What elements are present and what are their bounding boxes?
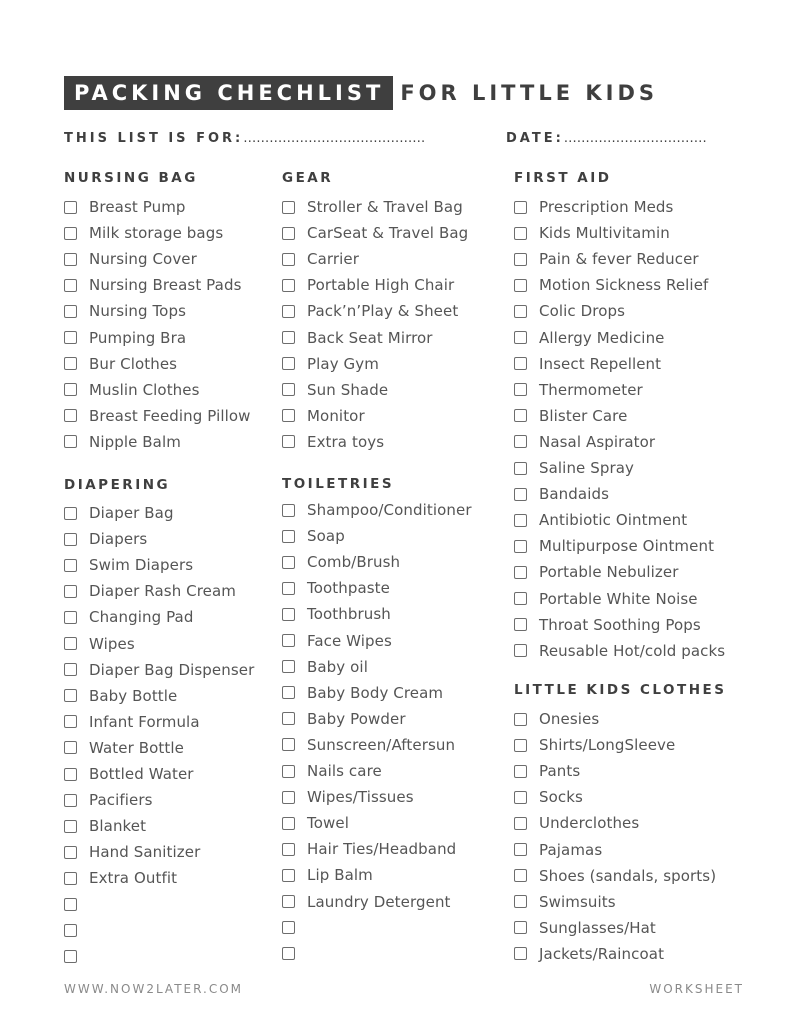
checklist-item-label: Baby oil bbox=[307, 657, 368, 676]
checkbox-icon[interactable] bbox=[282, 409, 295, 422]
checklist-item-label: Diaper Rash Cream bbox=[89, 582, 237, 601]
checkbox-icon[interactable] bbox=[64, 533, 77, 546]
checklist-item-label: Bottled Water bbox=[89, 765, 194, 783]
checklist-item-label: Stroller & Travel Bag bbox=[307, 198, 463, 216]
checklist-item[interactable] bbox=[282, 552, 400, 572]
checklist-item[interactable] bbox=[514, 432, 655, 452]
checkbox-icon[interactable] bbox=[514, 279, 527, 292]
checklist-item-label: Hair Ties/Headband bbox=[307, 840, 457, 859]
checklist-item[interactable] bbox=[282, 813, 349, 833]
checklist-item-label: Pack’n’Play & Sheet bbox=[307, 302, 459, 321]
checkbox-icon[interactable] bbox=[64, 872, 77, 885]
checklist-item[interactable] bbox=[64, 249, 197, 269]
checklist-item-label: Breast Pump bbox=[89, 198, 186, 216]
section-heading: LITTLE KIDS CLOTHES bbox=[514, 682, 727, 698]
checkbox-icon[interactable] bbox=[282, 435, 295, 448]
checklist-item-label: Blister Care bbox=[539, 406, 628, 425]
checkbox-icon[interactable] bbox=[282, 383, 295, 396]
footer-tag: WORKSHEET bbox=[649, 982, 744, 996]
checkbox-icon[interactable] bbox=[514, 540, 527, 553]
checkbox-icon[interactable] bbox=[282, 634, 295, 647]
checkbox-icon[interactable] bbox=[64, 924, 77, 937]
checklist-item[interactable] bbox=[282, 432, 384, 452]
checklist-item[interactable] bbox=[282, 197, 463, 217]
checkbox-icon[interactable] bbox=[514, 921, 527, 934]
checklist-item[interactable] bbox=[64, 529, 147, 549]
checklist-item-label: Blanket bbox=[89, 817, 147, 836]
checklist-item[interactable] bbox=[282, 275, 454, 295]
title-highlight: PACKING CHECHLIST bbox=[64, 76, 393, 110]
checklist-item[interactable] bbox=[282, 709, 406, 729]
checklist-item-label: Nursing Cover bbox=[89, 250, 197, 269]
checkbox-icon[interactable] bbox=[514, 201, 527, 214]
checkbox-icon[interactable] bbox=[64, 227, 77, 240]
checklist-item-label: Sunglasses/Hat bbox=[539, 918, 656, 937]
checklist-item[interactable] bbox=[282, 354, 379, 374]
date-label: DATE: bbox=[506, 131, 564, 146]
checklist-item[interactable] bbox=[514, 840, 602, 860]
checkbox-icon[interactable] bbox=[282, 608, 295, 621]
checklist-item[interactable] bbox=[64, 686, 177, 706]
checklist-item[interactable] bbox=[64, 503, 174, 523]
checkbox-icon[interactable] bbox=[282, 947, 295, 960]
checklist-item[interactable] bbox=[282, 578, 390, 598]
checkbox-icon[interactable] bbox=[282, 869, 295, 882]
checklist-item[interactable] bbox=[282, 761, 382, 781]
checkbox-icon[interactable] bbox=[282, 686, 295, 699]
checklist-item-label: Sunscreen/Aftersun bbox=[307, 735, 456, 754]
checkbox-icon[interactable] bbox=[282, 279, 295, 292]
checklist-item[interactable] bbox=[282, 787, 414, 807]
checklist-item-label: Muslin Clothes bbox=[89, 380, 200, 399]
checklist-item-label: Nipple Balm bbox=[89, 432, 181, 451]
checkbox-icon[interactable] bbox=[64, 331, 77, 344]
checklist-item[interactable] bbox=[64, 555, 193, 575]
checkbox-icon[interactable] bbox=[514, 357, 527, 370]
checkbox-icon[interactable] bbox=[64, 768, 77, 781]
checklist-item[interactable] bbox=[282, 735, 455, 755]
checklist-item-label: Shirts/LongSleeve bbox=[539, 736, 676, 755]
checklist-item-label: Swimsuits bbox=[539, 892, 616, 911]
checkbox-icon[interactable] bbox=[64, 637, 77, 650]
checkbox-icon[interactable] bbox=[64, 435, 77, 448]
checklist-item[interactable] bbox=[514, 301, 625, 321]
checkbox-icon[interactable] bbox=[64, 611, 77, 624]
checklist-item[interactable] bbox=[514, 510, 687, 530]
checklist-item[interactable] bbox=[514, 761, 580, 781]
checklist-item-label: Baby Powder bbox=[307, 709, 406, 728]
checkbox-icon[interactable] bbox=[514, 739, 527, 752]
checklist-item-label: Shampoo/Conditioner bbox=[307, 501, 472, 519]
checklist-item[interactable] bbox=[514, 328, 665, 348]
checklist-item[interactable] bbox=[64, 947, 89, 967]
checklist-item[interactable] bbox=[282, 406, 365, 426]
checkbox-icon[interactable] bbox=[64, 741, 77, 754]
checklist-item[interactable] bbox=[282, 526, 345, 546]
checklist-item[interactable] bbox=[64, 634, 135, 654]
checklist-item[interactable] bbox=[64, 660, 254, 680]
checkbox-icon[interactable] bbox=[282, 582, 295, 595]
checklist-item[interactable] bbox=[64, 895, 89, 915]
list-for-dots: …………………………………… bbox=[243, 131, 426, 146]
checklist-item-label: Nursing Breast Pads bbox=[89, 276, 242, 295]
checkbox-icon[interactable] bbox=[64, 201, 77, 214]
checklist-item[interactable] bbox=[64, 406, 251, 426]
checklist-item[interactable] bbox=[282, 865, 373, 885]
section-heading: GEAR bbox=[282, 170, 334, 186]
checkbox-icon[interactable] bbox=[64, 409, 77, 422]
checkbox-icon[interactable] bbox=[282, 331, 295, 344]
checklist-item[interactable] bbox=[514, 892, 616, 912]
checkbox-icon[interactable] bbox=[514, 618, 527, 631]
checkbox-icon[interactable] bbox=[64, 950, 77, 963]
checklist-item[interactable] bbox=[514, 589, 698, 609]
checklist-item[interactable] bbox=[514, 866, 716, 886]
checkbox-icon[interactable] bbox=[514, 947, 527, 960]
checklist-item[interactable] bbox=[282, 328, 433, 348]
checklist-item-label: Pacifiers bbox=[89, 791, 153, 810]
checklist-item-label: Pants bbox=[539, 762, 581, 781]
checklist-item-label: Portable White Noise bbox=[539, 589, 698, 608]
checklist-item-label: Kids Multivitamin bbox=[539, 224, 670, 243]
checklist-item[interactable] bbox=[64, 921, 89, 941]
checklist-item[interactable] bbox=[64, 868, 177, 888]
checkbox-icon[interactable] bbox=[64, 689, 77, 702]
section-heading: NURSING BAG bbox=[64, 170, 198, 186]
checklist-item-label: Milk storage bags bbox=[89, 224, 224, 243]
checklist-item-label: Pain & fever Reducer bbox=[539, 250, 699, 269]
checklist-item[interactable] bbox=[282, 918, 307, 938]
checklist-item[interactable] bbox=[514, 458, 634, 478]
checkbox-icon[interactable] bbox=[514, 713, 527, 726]
checklist-item[interactable] bbox=[514, 615, 701, 635]
checklist-item[interactable] bbox=[514, 536, 714, 556]
checklist-item[interactable] bbox=[64, 607, 193, 627]
checklist-item[interactable] bbox=[64, 581, 236, 601]
checklist-item[interactable] bbox=[282, 892, 451, 912]
checkbox-icon[interactable] bbox=[282, 357, 295, 370]
checkbox-icon[interactable] bbox=[282, 530, 295, 543]
checkbox-icon[interactable] bbox=[282, 504, 295, 517]
checklist-item[interactable] bbox=[514, 709, 599, 729]
checklist-item-label: Pajamas bbox=[539, 840, 603, 859]
checklist-item[interactable] bbox=[514, 944, 664, 964]
checklist-item[interactable] bbox=[64, 790, 153, 810]
checklist-item[interactable] bbox=[64, 842, 200, 862]
checklist-item-label: Diaper Bag bbox=[89, 504, 174, 522]
checkbox-icon[interactable] bbox=[282, 817, 295, 830]
checkbox-icon[interactable] bbox=[514, 253, 527, 266]
checklist-item[interactable] bbox=[64, 738, 184, 758]
checklist-item[interactable] bbox=[64, 380, 200, 400]
checklist-item-label: Laundry Detergent bbox=[307, 892, 451, 911]
checkbox-icon[interactable] bbox=[514, 765, 527, 778]
checkbox-icon[interactable] bbox=[64, 357, 77, 370]
checkbox-icon[interactable] bbox=[514, 409, 527, 422]
checklist-item[interactable] bbox=[514, 249, 699, 269]
checklist-item-label: Baby Bottle bbox=[89, 686, 178, 705]
checklist-item-label: Wipes bbox=[89, 634, 135, 653]
checklist-item-label: Back Seat Mirror bbox=[307, 328, 433, 347]
checklist-item[interactable] bbox=[514, 641, 725, 661]
checklist-item-label: Thermometer bbox=[539, 380, 643, 399]
checklist-item-label: Underclothes bbox=[539, 814, 640, 833]
checklist-item[interactable] bbox=[64, 712, 200, 732]
checklist-item[interactable] bbox=[514, 380, 643, 400]
checklist-item-label: Colic Drops bbox=[539, 302, 626, 321]
checklist-item[interactable] bbox=[514, 223, 670, 243]
checklist-item-label: Diapers bbox=[89, 530, 148, 549]
checklist-item[interactable] bbox=[64, 764, 194, 784]
section-heading: TOILETRIES bbox=[282, 476, 395, 492]
checkbox-icon[interactable] bbox=[514, 435, 527, 448]
checklist-item[interactable] bbox=[64, 354, 177, 374]
checklist-item-label: Allergy Medicine bbox=[539, 328, 665, 347]
checklist-item-label: Sun Shade bbox=[307, 380, 389, 399]
checklist-item[interactable] bbox=[514, 787, 583, 807]
checklist-item[interactable] bbox=[64, 223, 223, 243]
checkbox-icon[interactable] bbox=[282, 305, 295, 318]
checkbox-icon[interactable] bbox=[64, 898, 77, 911]
checkbox-icon[interactable] bbox=[282, 201, 295, 214]
checkbox-icon[interactable] bbox=[282, 738, 295, 751]
checklist-item[interactable] bbox=[64, 197, 186, 217]
checklist-item[interactable] bbox=[514, 354, 661, 374]
checkbox-icon[interactable] bbox=[64, 279, 77, 292]
checkbox-icon[interactable] bbox=[514, 895, 527, 908]
checklist-item[interactable] bbox=[282, 944, 307, 964]
checkbox-icon[interactable] bbox=[514, 488, 527, 501]
checklist-item[interactable] bbox=[282, 657, 368, 677]
checklist-item-label: Diaper Bag Dispenser bbox=[89, 660, 255, 679]
checklist-item-label: Pumping Bra bbox=[89, 328, 187, 347]
checkbox-icon[interactable] bbox=[64, 383, 77, 396]
checkbox-icon[interactable] bbox=[64, 585, 77, 598]
checkbox-icon[interactable] bbox=[282, 712, 295, 725]
checklist-item-label: Antibiotic Ointment bbox=[539, 511, 688, 530]
checklist-item-label: Extra Outfit bbox=[89, 869, 178, 888]
checklist-item-label: Water Bottle bbox=[89, 738, 184, 757]
checklist-item[interactable] bbox=[282, 301, 458, 321]
date-dots: …………………………… bbox=[563, 131, 707, 146]
checklist-item[interactable] bbox=[282, 223, 468, 243]
date-line bbox=[506, 131, 707, 146]
checklist-item-label: Socks bbox=[539, 788, 583, 807]
checkbox-icon[interactable] bbox=[64, 715, 77, 728]
checkbox-icon[interactable] bbox=[282, 660, 295, 673]
checklist-item-label: Carrier bbox=[307, 250, 359, 269]
checklist-item-label: Face Wipes bbox=[307, 631, 392, 650]
checklist-item-label: Onesies bbox=[539, 710, 600, 728]
checkbox-icon[interactable] bbox=[282, 921, 295, 934]
checklist-item[interactable] bbox=[64, 432, 181, 452]
checklist-item-label: Changing Pad bbox=[89, 608, 194, 627]
checklist-item[interactable] bbox=[64, 301, 186, 321]
page-title bbox=[64, 76, 658, 110]
checklist-item-label: Nasal Aspirator bbox=[539, 432, 656, 451]
checklist-item[interactable] bbox=[64, 275, 242, 295]
checklist-item[interactable] bbox=[514, 735, 675, 755]
checklist-item[interactable] bbox=[282, 380, 388, 400]
checklist-item-label: Insect Repellent bbox=[539, 354, 662, 373]
checklist-item-label: Towel bbox=[307, 814, 349, 833]
checklist-item-label: Toothpaste bbox=[307, 579, 390, 598]
checklist-item[interactable] bbox=[514, 275, 708, 295]
checklist-item[interactable] bbox=[282, 683, 443, 703]
checklist-item[interactable] bbox=[514, 813, 639, 833]
checklist-item-label: Hand Sanitizer bbox=[89, 843, 201, 862]
checklist-item-label: Wipes/Tissues bbox=[307, 788, 414, 807]
checkbox-icon[interactable] bbox=[514, 462, 527, 475]
title-rest: FOR LITTLE KIDS bbox=[400, 81, 658, 105]
checkbox-icon[interactable] bbox=[64, 820, 77, 833]
list-for-label: THIS LIST IS FOR: bbox=[64, 131, 244, 146]
checkbox-icon[interactable] bbox=[64, 663, 77, 676]
checkbox-icon[interactable] bbox=[514, 817, 527, 830]
section-heading: FIRST AID bbox=[514, 170, 612, 186]
checklist-item-label: Nails care bbox=[307, 762, 382, 780]
checkbox-icon[interactable] bbox=[514, 566, 527, 579]
checkbox-icon[interactable] bbox=[282, 556, 295, 569]
checkbox-icon[interactable] bbox=[64, 305, 77, 318]
section-heading: DIAPERING bbox=[64, 477, 171, 493]
checklist-item-label: Monitor bbox=[307, 406, 365, 425]
checklist-item-label: Toothbrush bbox=[307, 605, 391, 624]
checkbox-icon[interactable] bbox=[514, 592, 527, 605]
footer-website: WWW.NOW2LATER.COM bbox=[64, 982, 244, 996]
checklist-item-label: Jackets/Raincoat bbox=[539, 944, 665, 963]
checkbox-icon[interactable] bbox=[514, 791, 527, 804]
checklist-item[interactable] bbox=[514, 197, 673, 217]
checkbox-icon[interactable] bbox=[514, 514, 527, 527]
checklist-item-label: Soap bbox=[307, 527, 345, 546]
checkbox-icon[interactable] bbox=[64, 559, 77, 572]
checkbox-icon[interactable] bbox=[514, 869, 527, 882]
checklist-item[interactable] bbox=[282, 249, 359, 269]
checklist-item-label: Reusable Hot/cold packs bbox=[539, 641, 726, 660]
checklist-item-label: Portable Nebulizer bbox=[539, 563, 679, 582]
checklist-item-label: Portable High Chair bbox=[307, 276, 455, 295]
checklist-item[interactable] bbox=[514, 406, 627, 426]
checkbox-icon[interactable] bbox=[282, 843, 295, 856]
checklist-item-label: Nursing Tops bbox=[89, 302, 187, 321]
checklist-item[interactable] bbox=[282, 500, 472, 520]
checklist-item-label: Swim Diapers bbox=[89, 556, 194, 575]
checklist-item-label: Comb/Brush bbox=[307, 553, 401, 572]
checkbox-icon[interactable] bbox=[514, 843, 527, 856]
checklist-item-label: Multipurpose Ointment bbox=[539, 537, 715, 556]
checklist-item[interactable] bbox=[514, 918, 656, 938]
checklist-item[interactable] bbox=[514, 562, 679, 582]
checklist-item[interactable] bbox=[282, 631, 392, 651]
checkbox-icon[interactable] bbox=[64, 794, 77, 807]
checkbox-icon[interactable] bbox=[282, 253, 295, 266]
checkbox-icon[interactable] bbox=[514, 383, 527, 396]
checklist-item-label: Lip Balm bbox=[307, 866, 373, 885]
checklist-item-label: Throat Soothing Pops bbox=[539, 615, 701, 634]
checklist-item-label: Play Gym bbox=[307, 354, 379, 373]
checklist-item-label: Baby Body Cream bbox=[307, 683, 444, 702]
checklist-item-label: CarSeat & Travel Bag bbox=[307, 224, 469, 243]
checkbox-icon[interactable] bbox=[514, 305, 527, 318]
checklist-item-label: Infant Formula bbox=[89, 712, 200, 731]
checkbox-icon[interactable] bbox=[64, 253, 77, 266]
checkbox-icon[interactable] bbox=[282, 765, 295, 778]
checkbox-icon[interactable] bbox=[282, 791, 295, 804]
checklist-item-label: Extra toys bbox=[307, 432, 385, 451]
checkbox-icon[interactable] bbox=[514, 227, 527, 240]
checklist-item-label: Bandaids bbox=[539, 485, 610, 504]
checklist-item-label: Shoes (sandals, sports) bbox=[539, 866, 717, 885]
checklist-item[interactable] bbox=[514, 484, 609, 504]
checklist-item-label: Saline Spray bbox=[539, 459, 635, 477]
checklist-item[interactable] bbox=[282, 604, 391, 624]
checkbox-icon[interactable] bbox=[282, 227, 295, 240]
list-for-line bbox=[64, 131, 425, 146]
checklist-item-label: Prescription Meds bbox=[539, 198, 674, 216]
checklist-item[interactable] bbox=[64, 816, 146, 836]
checklist-item-label: Bur Clothes bbox=[89, 354, 178, 373]
checkbox-icon[interactable] bbox=[514, 331, 527, 344]
checkbox-icon[interactable] bbox=[64, 507, 77, 520]
checkbox-icon[interactable] bbox=[282, 895, 295, 908]
checkbox-icon[interactable] bbox=[64, 846, 77, 859]
checklist-item[interactable] bbox=[282, 839, 456, 859]
checklist-item-label: Motion Sickness Relief bbox=[539, 276, 709, 295]
checklist-item-label: Breast Feeding Pillow bbox=[89, 406, 251, 425]
checklist-item[interactable] bbox=[64, 328, 186, 348]
checkbox-icon[interactable] bbox=[514, 644, 527, 657]
